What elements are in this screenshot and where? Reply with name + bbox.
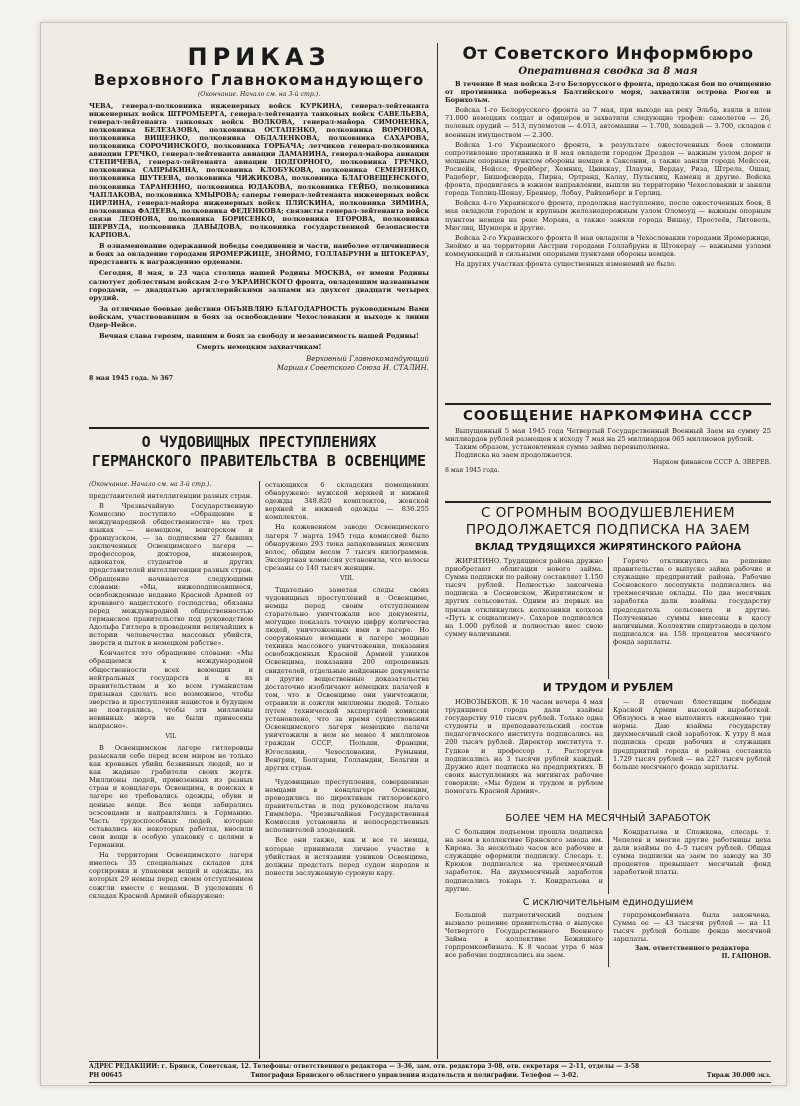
zaem-a3-left — [445, 828, 603, 894]
sovinform-subtitle: Оперативная сводка за 8 мая — [518, 66, 698, 77]
oswiecim-c2-p3: Тщательно заметая следы своих чудовищных преступлений в Освенциме, немцы перед своим отступлением старательно уничтожали все документы, могущие показать точную цифру количества людей, уничтоженных ими в лагере. Но сооруженные немцами в лагере мощные техника массового уничтожения, показания освобожденных Красной Армией узников Освенцима, показания 200 опрошенных свидетелей, отдельные найденные документы и другие вещественные доказательства достаточно изобличают немецких палачей в том, что в Освенциме они уничтожили, отравили и сожгли миллионы людей. Только путем технической экспертной комиссии установлено, что за время существования Освенцимского лагеря немецкие палачи уничтожили в нем не менее 4 миллионов граждан СССР, Польши, Франции, Югославии, Чехословакии, Румынии, Венгрии, Болгарии, Голландии, Бельгии и других стран. — [265, 585, 429, 772]
divider-narkomfin — [445, 501, 771, 503]
zaem-a4-left — [445, 911, 603, 967]
editor-label: Зам. ответственного редактора — [634, 945, 750, 953]
prikaz-body-4: За отличные боевые действия ОБЪЯВЛЯЮ БЛАГОДАРНОСТЬ руководимым Вами войскам, участвовавшим в боях за освобождение Чехословакии и выходе к линии Одер-Нейсе. — [89, 304, 429, 330]
prikaz-subtitle: Верховного Главнокомандующего — [93, 71, 425, 89]
zaem-headline: С ОГРОМНЫМ ВООДУШЕВЛЕНИЕМ ПРОДОЛЖАЕТСЯ ПОДПИСКА НА ЗАЕМ — [465, 505, 751, 538]
zaem-a1-right-text: Горячо откликнулись на решение правительства о выпуске займа рабочие и служащие предприятий района. Рабочие Сосновского лесопункта подписались на трехмесячные оклады. По два месячных заработка дали взаймы государству председатель сельсовета и другие. Полученные суммы внесены в кассу наличными. Коллектив спиртзавода в целом подписался на 158 процентов месячного фонда зарплаты. — [613, 557, 771, 646]
zaem-a1-left — [445, 557, 603, 679]
oswiecim-column-1 — [89, 481, 253, 1059]
narkomfin-section — [445, 407, 771, 497]
zaem-a4-divider — [608, 911, 609, 967]
zaem-a2-right-text: — Я отвечаю блестящим победам Красной Армии высокой выработкой. Обязуюсь в мае выполнять ежедневно три нормы. Даю взаймы государству двухмесячный свой заработок. К утру 8 мая подписка среди рабочих и служащих предприятий города и района составила 1.729 тысяч рублей — на 227 тысяч рублей больше месячного фонда зарплаты. — [613, 698, 771, 771]
narkomfin-date: 8 мая 1945 года. — [445, 466, 500, 474]
prikaz-date: 8 мая 1945 года. № 367 — [89, 375, 174, 383]
zaem-a1-right — [613, 557, 771, 679]
zaem-a3-left-text: С большим подъемом прошла подписка на заем в коллективе Брянского завода им. Кирова. За несколько часов все рабочие и служащие оформили подписку. Слесарь т. Крюков подписался на трехмесячный заработок. На двухмесячный заработок подписались токарь т. Кондратьева и другие. — [445, 828, 603, 893]
oswiecim-c1-p4: В Освенцимском лагере гитлеровцы разыскали себе перед всем миром не только как кровавых убийц безвинных людей, но и как жадные грабители своих жертв. Миллионы людей, привезенных из разных стран и концлагерь Освенцима, в поисках в лагере не требовались одежды, обуви и ценные вещи. Все вещи забирались эсэсовцами и направлялись в Германию. Часть трудоспособных людей, которые оставались на некоторых работах, вносили свои вещи в особую упаковку с целями в Германии. — [89, 743, 253, 850]
prikaz-body-2: В ознаменование одержанной победы соединения и части, наиболее отличившиеся в боях за овладение городами ЯРОМЕРЖИЦЕ, ЗНОЙМО, ГОЛЛАБРУНН и ШТОКЕРАУ, представить к награждению орденами. — [89, 242, 429, 267]
oswiecim-column-2 — [265, 481, 429, 1059]
oswiecim-c1-p5: На территории Освенцимского лагеря имелось 35 специальных складов для сортировки и упаковки вещей и одежды, из которых 29 немцы перед своим отступлением сожгли вместе с вещами. В уцелевших 6 складах Красной Армией обнаружено: — [89, 851, 253, 900]
zaem-sub-3: БОЛЕЕ ЧЕМ НА МЕСЯЧНЫЙ ЗАРАБОТОК — [505, 813, 711, 824]
oswiecim-c1-p3: Кончается это обращение словами: «Мы обращаемся к международной общественности всех воюющих и нейтральных государств и к их правительствам и ко всем гуманистам призывая сделать все возможное, чтобы зверства и преступления нацистов в будущем не повторялись, чтобы эти миллионы невинных жертв не были принесены напрасно». — [89, 649, 253, 731]
narkomfin-title: СООБЩЕНИЕ НАРКОМФИНА СССР — [462, 408, 754, 424]
zaem-a1-left-text: ЖИРЯТИНО. Трудящиеся района дружно приобретают облигации нового займа. Сумма подписки по району составляет 1.150 тысяч рублей. Полностью закончена подписка в Сосновском, Жирятинском и других сельсоветах. Одним из первых на призыв откликнулись колхозники колхоза «Путь к социализму». Сахаров подписался на 1.000 рублей и полностью внес свою сумму наличными. — [445, 557, 603, 638]
zaem-a4-right — [613, 911, 771, 967]
footer-circulation: Тираж 30.000 экз. — [706, 1072, 771, 1079]
zaem-a2-left-text: НОВОЗЫБКОВ. К 10 часам вечера 4 мая трудящиеся города дали взаймы государству 910 тысяч рублей. Только одна студенты и преподавательский состав педагогического института подписались на 200 тысяч рублей. Директор института т. Гудков и профессор т. Расторгуев подписались на 3 тысячи рублей каждый. Дружно идет подписка на предприятиях. В своих выступлениях на митингах рабочие говорили: «Мы будем и трудом и рублем помогать Красной Армии». — [445, 698, 603, 796]
zaem-a2-divider — [608, 698, 609, 810]
sovinform-p2: Войска 1-го Белорусского фронта за 7 мая, при выходе на реку Эльба, взяли в плен 71.000 немецких солдат и офицеров и захватили следующие трофеи: самолетов — 26, полевых орудий — 513, пулеметов — 4.013, автомашин — 1.700, лошадей — 3.700, складов с военным имуществом — 2.300. — [445, 106, 771, 139]
oswiecim-c2-heading: VIII. — [340, 575, 354, 583]
zaem-a4-left-text: Большой патриотический подъем вызвало решение правительства о выпуске Четвертого Государственного Военного Займа в коллективе Бежицкого горпромкомбината. К 8 часам утра 6 мая все рабочие подписались на заем. — [445, 911, 603, 960]
narkomfin-p2: Таким образом, установленная сумма займа перевыполнена. — [455, 443, 670, 452]
sovinform-section — [445, 43, 771, 399]
prikaz-body-3: Сегодня, 8 мая, в 23 часа столица нашей Родины МОСКВА, от имени Родины салютует доблестным войскам 2-го УКРАИНСКОГО фронта, овладевшим названными городами, — двадцатью артиллерийскими залпами из двухсот двадцати четырех орудий. — [89, 269, 429, 302]
narkomfin-p3: Подписка на заем продолжается. — [455, 451, 573, 460]
footer-code: РН 00645 — [89, 1072, 123, 1079]
newspaper-sheet — [40, 22, 787, 1086]
divider-sovinform — [445, 403, 771, 405]
oswiecim-continued: (Окончание. Начало см. на 3-й стр.). — [89, 481, 212, 488]
prikaz-body-6: Смерть немецким захватчикам! — [196, 343, 322, 352]
sovinform-p1: В течение 8 мая войска 2-го Белорусского фронта, продолжая бои по очищению от противника побережья Балтийского моря, захватили острова Рюген и Борнхольм. — [445, 80, 771, 105]
prikaz-body-1: ЧЕВА, генерал-полковника инженерных войск КУРКИНА, генерал-лейтенанта инженерных войск ШТРОМБЕРГА, генерал-лейтенанта танковых войск САВЕЛЬЕВА, генерал-лейтенанта танковых войск ВОЛКОВА, генерал-майора СИМОНЕНКА, полковника БЕЛЕЗАЗОВА, полковника ОСТАПЕНКО, полковника ВОРОНОВА, полковника ВИЩЕНКО, полковника ОБДАЛЕНКОВА, полковника САХАРОВА, полковника СОРОЧИНСКОГО, полковника ГОРБАЧА; летчиков генерал-полковника авиации ГРЕЧКО, генерал-лейтенанта авиации ДАМАНИНА, генерал-майора авиации СТЕПИЧЕВА, генерал-лейтенанта авиации ПОДГОРНОГО, полковника ГРЕЧКО, полковника САПРЫКИНА, полковника КЛОБУКОВА, полковника СЕМЕНЕНКО, полковника ШУТЕЕВА, полковника ЧИЖИКОВА, полковника БЛАГОВЕЩЕНСКОГО, полковника ТАРАНЕННО, полковника ЮДАКОВА, полковника ГЕЙБО, полковника ЧАПЛАКОВА, полковника ХМЫРОВА; саперы генерал-лейтенанта инженерных войск ЦИРЛИНА, генерал-майора инженерных войск ПЛЯСКИНА, полковника ЗИМИНА, полковника ФАДЕЕВА, полковника ФЕДЕНКОВА; связисты генерал-лейтенанта войск связи ЛЕОНОВА, полковника БОРИСЕНКО, полковника ЕГОРОВА, полковника ШЕРВУДА, полковника ДАВЫДОВА, полковника государственной безопасности КАРПОВА. — [89, 101, 429, 240]
footer — [89, 1061, 771, 1083]
oswiecim-title: О ЧУДОВИЩНЫХ ПРЕСТУПЛЕНИЯХ ГЕРМАНСКОГО ПРАВИТЕЛЬСТВА В ОСВЕНЦИМЕ — [91, 433, 427, 470]
zaem-a2-left — [445, 698, 603, 810]
zaem-a3-divider — [608, 828, 609, 894]
prikaz-title: ПРИКАЗ — [187, 43, 331, 71]
sovinform-title: От Советского Информбюро — [462, 44, 754, 64]
zaem-a2-right — [613, 698, 771, 810]
oswiecim-c1-p2: В Чрезвычайную Государственную Комиссию поступило «Обращение к международной общественности» на трех языках — немецком, венгерском и французском, — за подписями 27 бывших заключенных Освенцимского лагеря — профессоров, докторов, инженеров, адвокатов, студентов и других представителей интеллигенции разных стран. Обращение начинается следующими словами: «Мы, нижеподписавшиеся, освобожденные недавно Красной Армией от кровавого нацистского господства, обязаны перед международной общественностью германское правительство под руководством Адольфа Гитлера в проведении величайших в истории человечества массовых убийств, зверств и пыток в немецком рабстве». — [89, 501, 253, 648]
prikaz-body-5: Вечная слава героям, павшим в боях за свободу и независимость нашей Родины! — [99, 332, 419, 341]
oswiecim-c2-p5: Все они также, как и все те немцы, которые принимали личное участие в убийствах и истязании узников Освенцима, должны предстать перед судом народов и понести заслуженную суровую кару. — [265, 836, 429, 877]
narkomfin-signature: Нарком финансов СССР А. ЗВЕРЕВ. — [652, 459, 771, 467]
prikaz-signature-2: Маршал Советского Союза И. СТАЛИН. — [276, 364, 429, 373]
footer-printer: Типография Брянского областного управления издательств и полиграфии. Телефон — 3-02. — [250, 1072, 579, 1079]
oswiecim-section — [89, 433, 429, 1059]
sovinform-p6: На других участках фронта существенных изменений не было. — [455, 259, 677, 268]
narkomfin-p1: Выпущенный 5 мая 1945 года Четвертый Государственный Военный Заем на сумму 25 миллиардов рублей размещен к исходу 7 мая на 25 миллиардов 065 миллионов рублей. — [445, 427, 771, 444]
main-column-divider — [437, 43, 438, 1059]
oswiecim-column-divider — [259, 481, 260, 1059]
zaem-sub-2: И ТРУДОМ И РУБЛЕМ — [542, 682, 674, 694]
zaem-a3-right-text: Кондратьева и Спожкова, слесарь т. Чепелев и многие другие работницы цеха дали взаймы по 4–5 тысяч рублей. Общая сумма подписки на заем по заводу на 30 процентов превышает месячный фонд заработной платы. — [613, 828, 771, 877]
zaem-sub-4: С исключительным единодушием — [522, 897, 694, 908]
zaem-a3-right — [613, 828, 771, 894]
oswiecim-c2-p1: остающихся 6 складских помещениях обнаружено: мужской верхней и нижней одежды 348.820 комплектов, женской верхней и нижней одежды — 836.255 комплектов. — [265, 481, 429, 522]
editor-name: П. ГАПОНОВ. — [721, 952, 771, 960]
prikaz-continued: (Окончание. Начало см. на 3-й стр.). — [197, 91, 321, 98]
sovinform-p4: Войска 4-го Украинского фронта, продолжая наступление, после ожесточенных боев, 8 мая овладели городом и крупным железнодорожным узлом Оломоуц — важным опорным пунктом немцев на реке Морава, а также заняли города Вишау, Простеёв, Литовель, Мюглиц, Шумперк и другие. — [445, 199, 771, 232]
oswiecim-c2-p2: На кожевенном заводе Освенцимского лагеря 7 марта 1945 года комиссией было обнаружено 293 тюка запакованных женских волос, общим весом 7 тысяч килограммов. Экспертная комиссия установила, что волосы срезаны со 140 тысяч женщин. — [265, 523, 429, 572]
prikaz-signature-1: Верховный Главнокомандующий — [306, 355, 429, 364]
oswiecim-c2-p4: Чудовищные преступления, совершенные немцами в концлагере Освенцим, проводились по директивам гитлеровского правительства и под руководством палача Гиммлера. Чрезвычайная Государственная Комиссия установила и непосредственных исполнителей злодеяний. — [265, 777, 429, 835]
oswiecim-c1-p1: представителей интеллигенции разных стран. — [89, 491, 253, 500]
zaem-sub-1: ВКЛАД ТРУДЯЩИХСЯ ЖИРЯТИНСКОГО РАЙОНА — [474, 542, 742, 553]
divider-prikaz — [89, 427, 429, 429]
footer-address: АДРЕС РЕДАКЦИИ: г. Брянск, Советская, 12. Телефоны: ответственного редактора — 3-36, зам. отв. редактора 3-08, отв. секретаря — 2-11, отделы — 3-58 — [89, 1063, 640, 1070]
prikaz-section — [89, 43, 429, 423]
oswiecim-c1-heading: VII. — [165, 733, 177, 741]
zaem-a4-right-text: горпромкомбината была закончена. Сумма ее — 43 тысячи рублей — на 11 тысяч рублей больше фонда месячной зарплаты. — [613, 911, 771, 944]
sovinform-p5: Войска 2-го Украинского фронта 8 мая овладели в Чехословакии городами Яромержице, Зноймо и на территории Австрии городами Голлабрунн и Штокерау — важными узлами коммуникаций и сильными опорными пунктами обороны немцев. — [445, 233, 771, 258]
sovinform-p3: Войска 1-го Украинского фронта, в результате ожесточенных боев сломили сопротивление противника и 8 мая овладели городом Дрезден — важным узлом дорог и мощным опорным пунктом обороны немцев в Саксонии, а также заняли города Мейссен, Роснейн, Нейссе, Фрейберг, Хемниц, Цвиккау, Плауэн, Вердау, Риза, Штрела, Ошац, Радеберг, Бишофсверда, Пирна, Ортранд, Калау, Пульсниц, Каменц и другие. Войска фронта, продвигаясь в южном направлении, вышли на территорию Чехословакии и заняли города Теплиц-Шенау, Бреннер, Лобау, Райхенберг и Герлиц. — [445, 140, 771, 198]
zaem-a1-divider — [608, 557, 609, 679]
zaem-section — [445, 505, 771, 1059]
